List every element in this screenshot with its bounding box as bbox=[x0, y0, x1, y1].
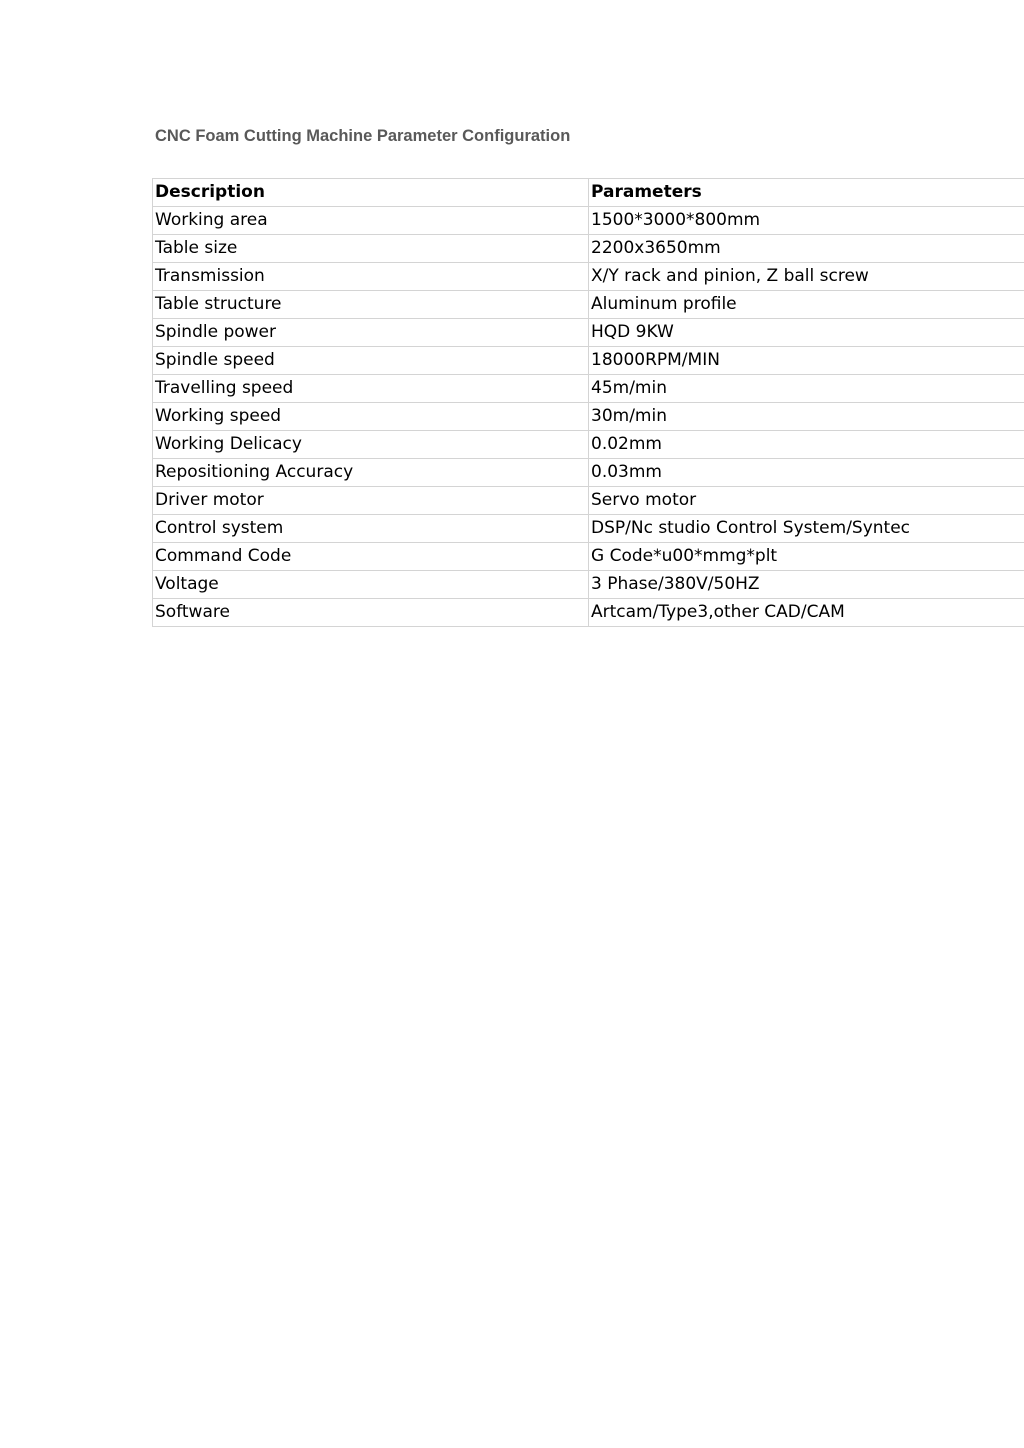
description-cell: Working speed bbox=[153, 403, 589, 431]
parameter-cell: DSP/Nc studio Control System/Syntec bbox=[589, 515, 1024, 543]
description-cell: Software bbox=[153, 599, 589, 627]
column-header-description: Description bbox=[153, 179, 589, 207]
parameter-cell: Aluminum profile bbox=[589, 291, 1024, 319]
document-title: CNC Foam Cutting Machine Parameter Configuration bbox=[155, 127, 571, 145]
parameter-cell: 1500*3000*800mm bbox=[589, 207, 1024, 235]
parameter-cell: 3 Phase/380V/50HZ bbox=[589, 571, 1024, 599]
parameter-cell: 0.03mm bbox=[589, 459, 1024, 487]
description-cell: Table size bbox=[153, 235, 589, 263]
table-header-row bbox=[153, 179, 1024, 207]
description-cell: Driver motor bbox=[153, 487, 589, 515]
parameter-cell: G Code*u00*mmg*plt bbox=[589, 543, 1024, 571]
column-header-parameters: Parameters bbox=[589, 179, 1024, 207]
parameter-cell: Servo motor bbox=[589, 487, 1024, 515]
table-row bbox=[153, 207, 1024, 235]
table-row bbox=[153, 319, 1024, 347]
table-row bbox=[153, 543, 1024, 571]
description-cell: Working area bbox=[153, 207, 589, 235]
table-row bbox=[153, 263, 1024, 291]
parameter-cell: HQD 9KW bbox=[589, 319, 1024, 347]
parameter-cell: 18000RPM/MIN bbox=[589, 347, 1024, 375]
table-row bbox=[153, 599, 1024, 627]
table-row bbox=[153, 235, 1024, 263]
table-row bbox=[153, 459, 1024, 487]
parameter-cell: 45m/min bbox=[589, 375, 1024, 403]
parameter-cell: 30m/min bbox=[589, 403, 1024, 431]
description-cell: Travelling speed bbox=[153, 375, 589, 403]
description-cell: Repositioning Accuracy bbox=[153, 459, 589, 487]
description-cell: Command Code bbox=[153, 543, 589, 571]
table-row bbox=[153, 291, 1024, 319]
description-cell: Spindle power bbox=[153, 319, 589, 347]
description-cell: Working Delicacy bbox=[153, 431, 589, 459]
description-cell: Spindle speed bbox=[153, 347, 589, 375]
description-cell: Table structure bbox=[153, 291, 589, 319]
description-cell: Voltage bbox=[153, 571, 589, 599]
table-row bbox=[153, 375, 1024, 403]
parameter-table bbox=[152, 178, 1024, 627]
parameter-cell: 0.02mm bbox=[589, 431, 1024, 459]
table-row bbox=[153, 403, 1024, 431]
table-row bbox=[153, 431, 1024, 459]
table-row bbox=[153, 347, 1024, 375]
parameter-cell: X/Y rack and pinion, Z ball screw bbox=[589, 263, 1024, 291]
parameter-cell: Artcam/Type3,other CAD/CAM bbox=[589, 599, 1024, 627]
description-cell: Control system bbox=[153, 515, 589, 543]
table-row bbox=[153, 571, 1024, 599]
parameter-cell: 2200x3650mm bbox=[589, 235, 1024, 263]
table-row bbox=[153, 515, 1024, 543]
table-row bbox=[153, 487, 1024, 515]
description-cell: Transmission bbox=[153, 263, 589, 291]
